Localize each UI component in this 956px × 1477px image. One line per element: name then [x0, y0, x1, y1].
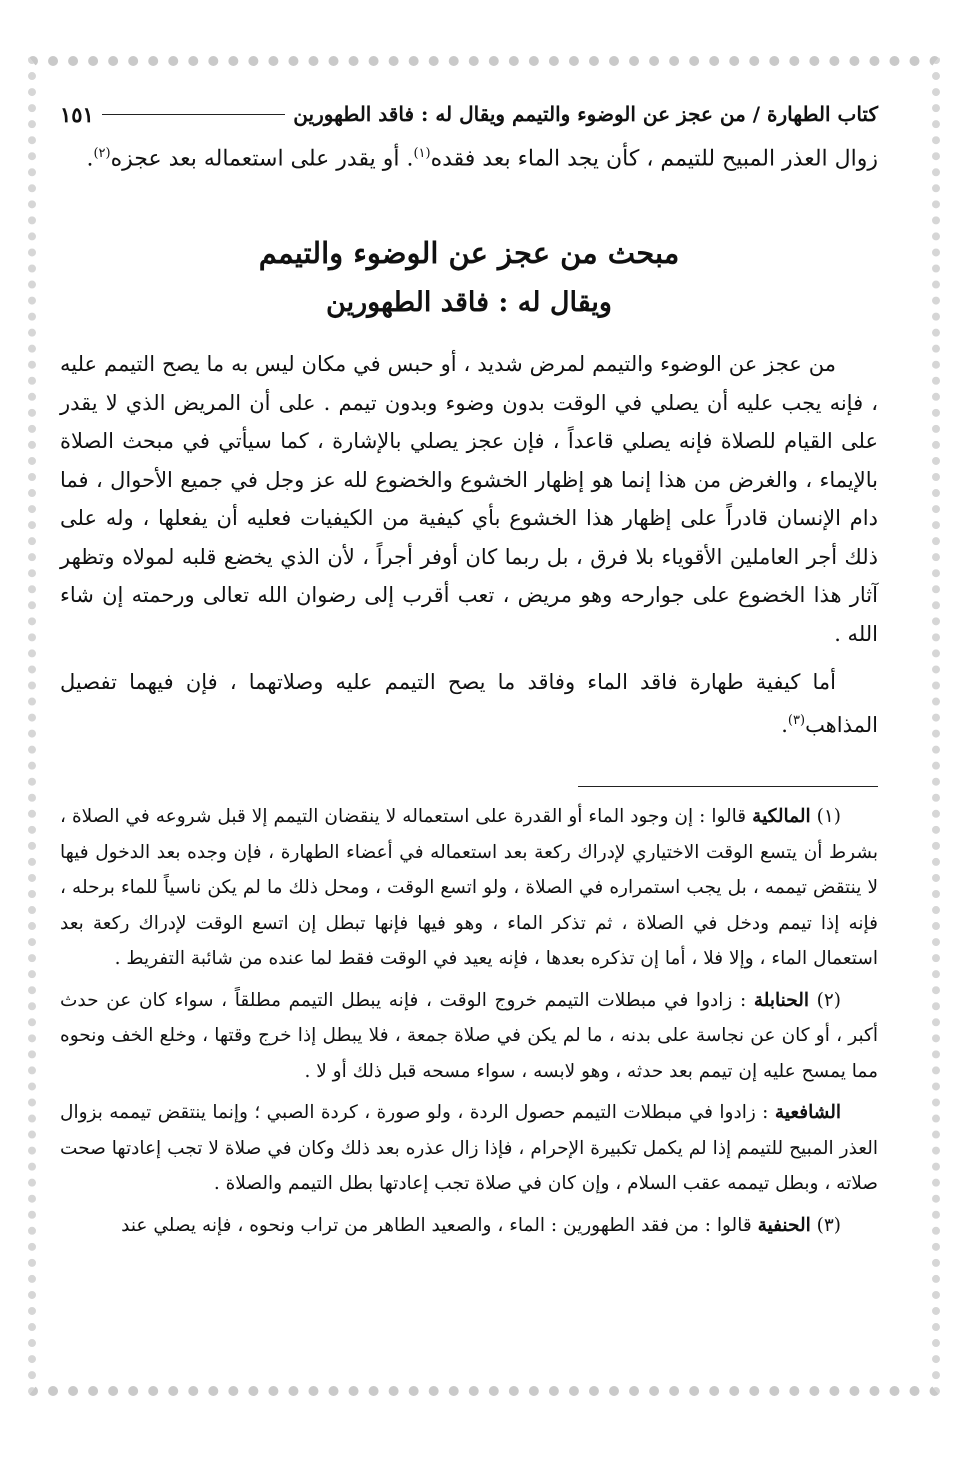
footnote-1-text: قالوا : إن وجود الماء أو القدرة على استعماله لا ينقضان التيمم إلا قبل شروعه في الصلاة ، بشرط أن يتسع الوقت الاختياري لإدراك ركعة بعد استعماله في أعضاء الطهارة ، فإن وجده بعد الدخول فيها لا ينتقض تيممه ، بل يجب استمراره في الصلاة ، ولو اتسع الوقت ، ومحل ذلك ما لم يكن ناسياً للماء برحله ، فإنه إذا تيمم ودخل في الصلاة ، ثم تذكر الماء ، وهو فيها فإنها تبطل إن اتسع الوقت لإدراك ركعة بعد استعمال الماء ، وإلا فلا ، أما إن تذكره بعدها ، فإنه يعيد في الوقت فقط لما عنده من شائبة التفريط . — [60, 806, 878, 970]
continuation-text-2: . أو يقدر على استعماله بعد عجزه — [110, 146, 414, 172]
footnote-ref-3: (٣) — [787, 712, 806, 728]
header-title: كتاب الطهارة / من عجز عن الوضوء والتيمم ويقال له : فاقد الطهورين — [293, 102, 878, 126]
page-number: ١٥١ — [60, 101, 94, 127]
footnote-1-number: (١) — [816, 806, 841, 828]
footnote-3 — [60, 1208, 878, 1244]
footnote-3-text: قالوا : من فقد الطهورين : الماء ، والصعيد الطاهر من تراب ونحوه ، فإنه يصلي عند — [121, 1214, 752, 1236]
footnote-2b-label: الشافعية — [774, 1102, 842, 1124]
footnote-2b — [60, 1095, 878, 1202]
footnote-2-text: : زادوا في مبطلات التيمم خروج الوقت ، فإنه يبطل التيمم مطلقاً ، سواء كان عن حدث أكبر ، أو كان عن نجاسة على بدنه ، ما لم يكن في صلاة جمعة ، فلا يبطل إذا خرج وقتها ، وخلع الخف ونحوه مما يمسح عليه إن تيمم بعد حدثه ، وهو لابسه ، سواء مسحه قبل ذلك أو لا . — [60, 989, 878, 1082]
footnote-1-label: المالكية — [752, 806, 811, 828]
footnote-2-label: الحنابلة — [753, 989, 809, 1011]
footnote-separator — [578, 786, 878, 787]
footnote-2-number: (٢) — [816, 989, 841, 1011]
book-page — [60, 96, 878, 1249]
continuation-line — [60, 132, 878, 181]
footnote-ref-2: (٢) — [93, 146, 111, 161]
body-paragraph-2-text: أما كيفية طهارة فاقد الماء وفاقد ما يصح التيمم عليه وصلاتهما ، فإن فيهما تفصيل المذاهب — [60, 670, 878, 737]
section-heading: مبحث من عجز عن الوضوء والتيمم — [258, 236, 680, 271]
body-paragraph-1: من عجز عن الوضوء والتيمم لمرض شديد ، أو حبس في مكان ليس به ما يصح التيمم عليه ، فإنه يجب عليه أن يصلي في الوقت بدون وضوء وبدون تيمم . على أن المريض الذي لا يقدر على القيام للصلاة فإنه يصلي قاعداً ، فإن عجز يصلي بالإشارة ، كما سيأتي في مبحث الصلاة بالإيماء ، والغرض من هذا إنما هو إظهار الخشوع والخضوع لله عز وجل في جميع الأحوال ، فما دام الإنسان قادراً على إظهار هذا الخشوع بأي كيفية من الكيفيات فعليه أن يفعلها ، وله على ذلك أجر العاملين الأقوياء بلا فرق ، بل ربما كان أوفر أجراً ، لأن الذي يخضع قلبه لمولاه وتظهر آثار هذا الخضوع على جوارحه وهو مريض ، تعب أقرب إلى رضوان الله تعالى ورحمته إن شاء الله . — [60, 352, 878, 646]
footnote-3-label: الحنفية — [757, 1214, 811, 1236]
footnote-3-number: (٣) — [816, 1214, 841, 1236]
running-header — [60, 96, 878, 132]
body-paragraph-2 — [60, 663, 878, 744]
footnote-2b-text: : زادوا في مبطلات التيمم حصول الردة ، ولو صورة ، كردة الصبي ؛ وإنما ينتقض تيممه بزوال العذر المبيح للتيمم إذا لم يكمل تكبيرة الإحرام ، فإذا زال عذره بعد ذلك وكان في صلاة لا تجب إعادتها صحت صلاته ، وبطل تيممه عقب السلام ، وإن كان في صلاة تجب إعادتها بطل التيمم والصلاة . — [60, 1102, 878, 1195]
header-rule — [102, 114, 285, 115]
continuation-text: زوال العذر المبيح للتيمم ، كأن يجد الماء بعد فقده — [430, 146, 878, 172]
footnote-2 — [60, 983, 878, 1090]
body-paragraph-2-end: . — [781, 712, 788, 737]
footnote-1 — [60, 799, 878, 977]
footnote-ref-1: (١) — [413, 146, 431, 161]
section-subheading: ويقال له : فاقد الطهورين — [326, 287, 612, 319]
continuation-end: . — [86, 146, 94, 172]
